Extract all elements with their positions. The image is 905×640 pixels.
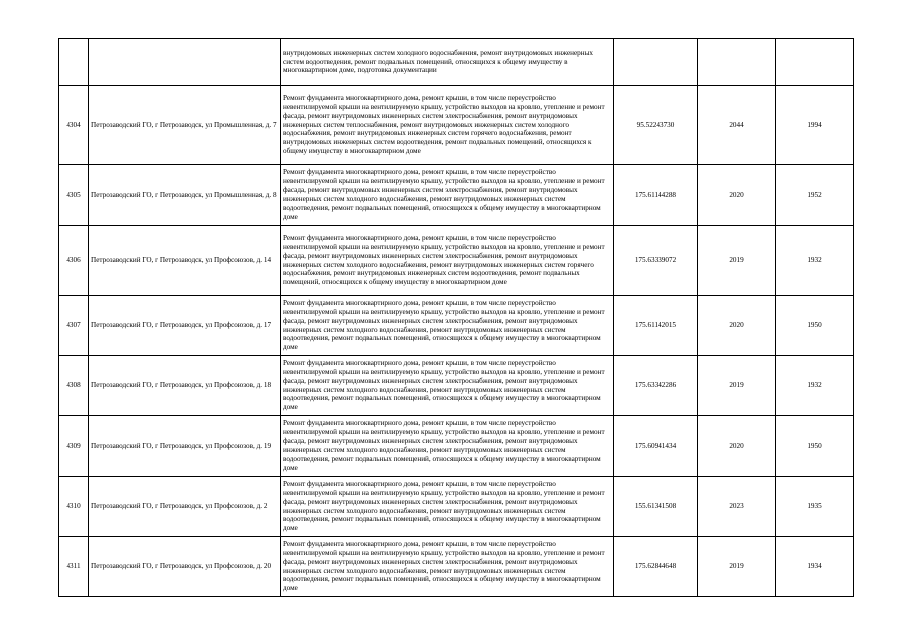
- cost-cell: [614, 39, 698, 86]
- address-cell: Петрозаводский ГО, г Петрозаводск, ул Профсоюзов, д. 2: [89, 477, 281, 537]
- built-year-cell: 1934: [776, 537, 854, 597]
- works-cell: Ремонт фундамента многоквартирного дома, ремонт крыши, в том числе переустройство невентилируемой крыши на вентилируемую крышу, устройство выходов на кровлю, утепление и ремонт фасада, ремонт внутридомовых инженерных систем электроснабжения, ремонт внутридомовых инженерных систем холодного водоснабжения, ремонт внутридомовых инженерных систем горячего водоснабжения, ремонт внутридомовых инженерных систем водоотведения, ремонт подвальных помещений, относящихся к общему имуществу в многоквартирном доме: [281, 226, 614, 296]
- year-cell: 2020: [698, 165, 776, 226]
- year-cell: 2020: [698, 416, 776, 477]
- table-row: [59, 226, 854, 296]
- built-year-cell: 1935: [776, 477, 854, 537]
- works-cell: Ремонт фундамента многоквартирного дома, ремонт крыши, в том числе переустройство невентилируемой крыши на вентилируемую крышу, устройство выходов на кровлю, утепление и ремонт фасада, ремонт внутридомовых инженерных систем электроснабжения, ремонт внутридомовых инженерных систем холодного водоснабжения, ремонт внутридомовых инженерных систем водоотведения, ремонт подвальных помещений, относящихся к общему имуществу в многоквартирном доме: [281, 537, 614, 597]
- built-year-cell: 1950: [776, 416, 854, 477]
- table-row: [59, 165, 854, 226]
- works-cell: Ремонт фундамента многоквартирного дома, ремонт крыши, в том числе переустройство невентилируемой крыши на вентилируемую крышу, устройство выходов на кровлю, утепление и ремонт фасада, ремонт внутридомовых инженерных систем электроснабжения, ремонт внутридомовых инженерных систем теплоснабжения, ремонт внутридомовых инженерных систем холодного водоснабжения, ремонт внутридомовых инженерных систем горячего водоснабжения, ремонт внутридомовых инженерных систем водоотведения, ремонт подвальных помещений, относящихся к общему имуществу в многоквартирном доме: [281, 86, 614, 165]
- table-row: [59, 86, 854, 165]
- year-cell: 2044: [698, 86, 776, 165]
- year-cell: 2019: [698, 226, 776, 296]
- row-number: 4311: [59, 537, 89, 597]
- cost-cell: 155.61341508: [614, 477, 698, 537]
- cost-cell: 175.61144288: [614, 165, 698, 226]
- cost-cell: 175.62844648: [614, 537, 698, 597]
- year-cell: [698, 39, 776, 86]
- built-year-cell: 1994: [776, 86, 854, 165]
- table-row: [59, 537, 854, 597]
- cost-cell: 95.52243730: [614, 86, 698, 165]
- address-cell: Петрозаводский ГО, г Петрозаводск, ул Профсоюзов, д. 18: [89, 356, 281, 416]
- cost-cell: 175.61142015: [614, 296, 698, 356]
- year-cell: 2019: [698, 356, 776, 416]
- year-cell: 2019: [698, 537, 776, 597]
- built-year-cell: 1932: [776, 226, 854, 296]
- built-year-cell: 1950: [776, 296, 854, 356]
- table-row: [59, 296, 854, 356]
- table-row: [59, 416, 854, 477]
- row-number: 4305: [59, 165, 89, 226]
- cost-cell: 175.60941434: [614, 416, 698, 477]
- address-cell: Петрозаводский ГО, г Петрозаводск, ул Профсоюзов, д. 19: [89, 416, 281, 477]
- built-year-cell: 1932: [776, 356, 854, 416]
- works-cell: Ремонт фундамента многоквартирного дома, ремонт крыши, в том числе переустройство невентилируемой крыши на вентилируемую крышу, устройство выходов на кровлю, утепление и ремонт фасада, ремонт внутридомовых инженерных систем электроснабжения, ремонт внутридомовых инженерных систем холодного водоснабжения, ремонт внутридомовых инженерных систем водоотведения, ремонт подвальных помещений, относящихся к общему имуществу в многоквартирном доме: [281, 416, 614, 477]
- cost-cell: 175.63342286: [614, 356, 698, 416]
- works-cell: Ремонт фундамента многоквартирного дома, ремонт крыши, в том числе переустройство невентилируемой крыши на вентилируемую крышу, устройство выходов на кровлю, утепление и ремонт фасада, ремонт внутридомовых инженерных систем электроснабжения, ремонт внутридомовых инженерных систем холодного водоснабжения, ремонт внутридомовых инженерных систем водоотведения, ремонт подвальных помещений, относящихся к общему имуществу в многоквартирном доме: [281, 356, 614, 416]
- address-cell: Петрозаводский ГО, г Петрозаводск, ул Промышленная, д. 8: [89, 165, 281, 226]
- year-cell: 2023: [698, 477, 776, 537]
- row-number: 4306: [59, 226, 89, 296]
- row-number: 4309: [59, 416, 89, 477]
- year-cell: 2020: [698, 296, 776, 356]
- table-row: [59, 39, 854, 86]
- built-year-cell: 1952: [776, 165, 854, 226]
- works-cell: Ремонт фундамента многоквартирного дома, ремонт крыши, в том числе переустройство невентилируемой крыши на вентилируемую крышу, устройство выходов на кровлю, утепление и ремонт фасада, ремонт внутридомовых инженерных систем электроснабжения, ремонт внутридомовых инженерных систем холодного водоснабжения, ремонт внутридомовых инженерных систем водоотведения, ремонт подвальных помещений, относящихся к общему имуществу в многоквартирном доме: [281, 477, 614, 537]
- row-number: 4304: [59, 86, 89, 165]
- table-row: [59, 477, 854, 537]
- address-cell: Петрозаводский ГО, г Петрозаводск, ул Профсоюзов, д. 14: [89, 226, 281, 296]
- row-number: 4308: [59, 356, 89, 416]
- cost-cell: 175.63339072: [614, 226, 698, 296]
- address-cell: Петрозаводский ГО, г Петрозаводск, ул Профсоюзов, д. 20: [89, 537, 281, 597]
- address-cell: Петрозаводский ГО, г Петрозаводск, ул Промышленная, д. 7: [89, 86, 281, 165]
- table-row: [59, 356, 854, 416]
- row-number: [59, 39, 89, 86]
- row-number: 4310: [59, 477, 89, 537]
- works-cell: Ремонт фундамента многоквартирного дома, ремонт крыши, в том числе переустройство невентилируемой крыши на вентилируемую крышу, устройство выходов на кровлю, утепление и ремонт фасада, ремонт внутридомовых инженерных систем электроснабжения, ремонт внутридомовых инженерных систем холодного водоснабжения, ремонт внутридомовых инженерных систем водоотведения, ремонт подвальных помещений, относящихся к общему имуществу в многоквартирном доме: [281, 296, 614, 356]
- address-cell: Петрозаводский ГО, г Петрозаводск, ул Профсоюзов, д. 17: [89, 296, 281, 356]
- works-cell: внутридомовых инженерных систем холодного водоснабжения, ремонт внутридомовых инженерных систем водоотведения, ремонт подвальных помещений, относящихся к общему имуществу в многоквартирном доме, подготовка документации: [281, 39, 614, 86]
- registry-table: [58, 38, 854, 597]
- works-cell: Ремонт фундамента многоквартирного дома, ремонт крыши, в том числе переустройство невентилируемой крыши на вентилируемую крышу, устройство выходов на кровлю, утепление и ремонт фасада, ремонт внутридомовых инженерных систем электроснабжения, ремонт внутридомовых инженерных систем холодного водоснабжения, ремонт внутридомовых инженерных систем водоотведения, ремонт подвальных помещений, относящихся к общему имуществу в многоквартирном доме: [281, 165, 614, 226]
- address-cell: [89, 39, 281, 86]
- row-number: 4307: [59, 296, 89, 356]
- built-year-cell: [776, 39, 854, 86]
